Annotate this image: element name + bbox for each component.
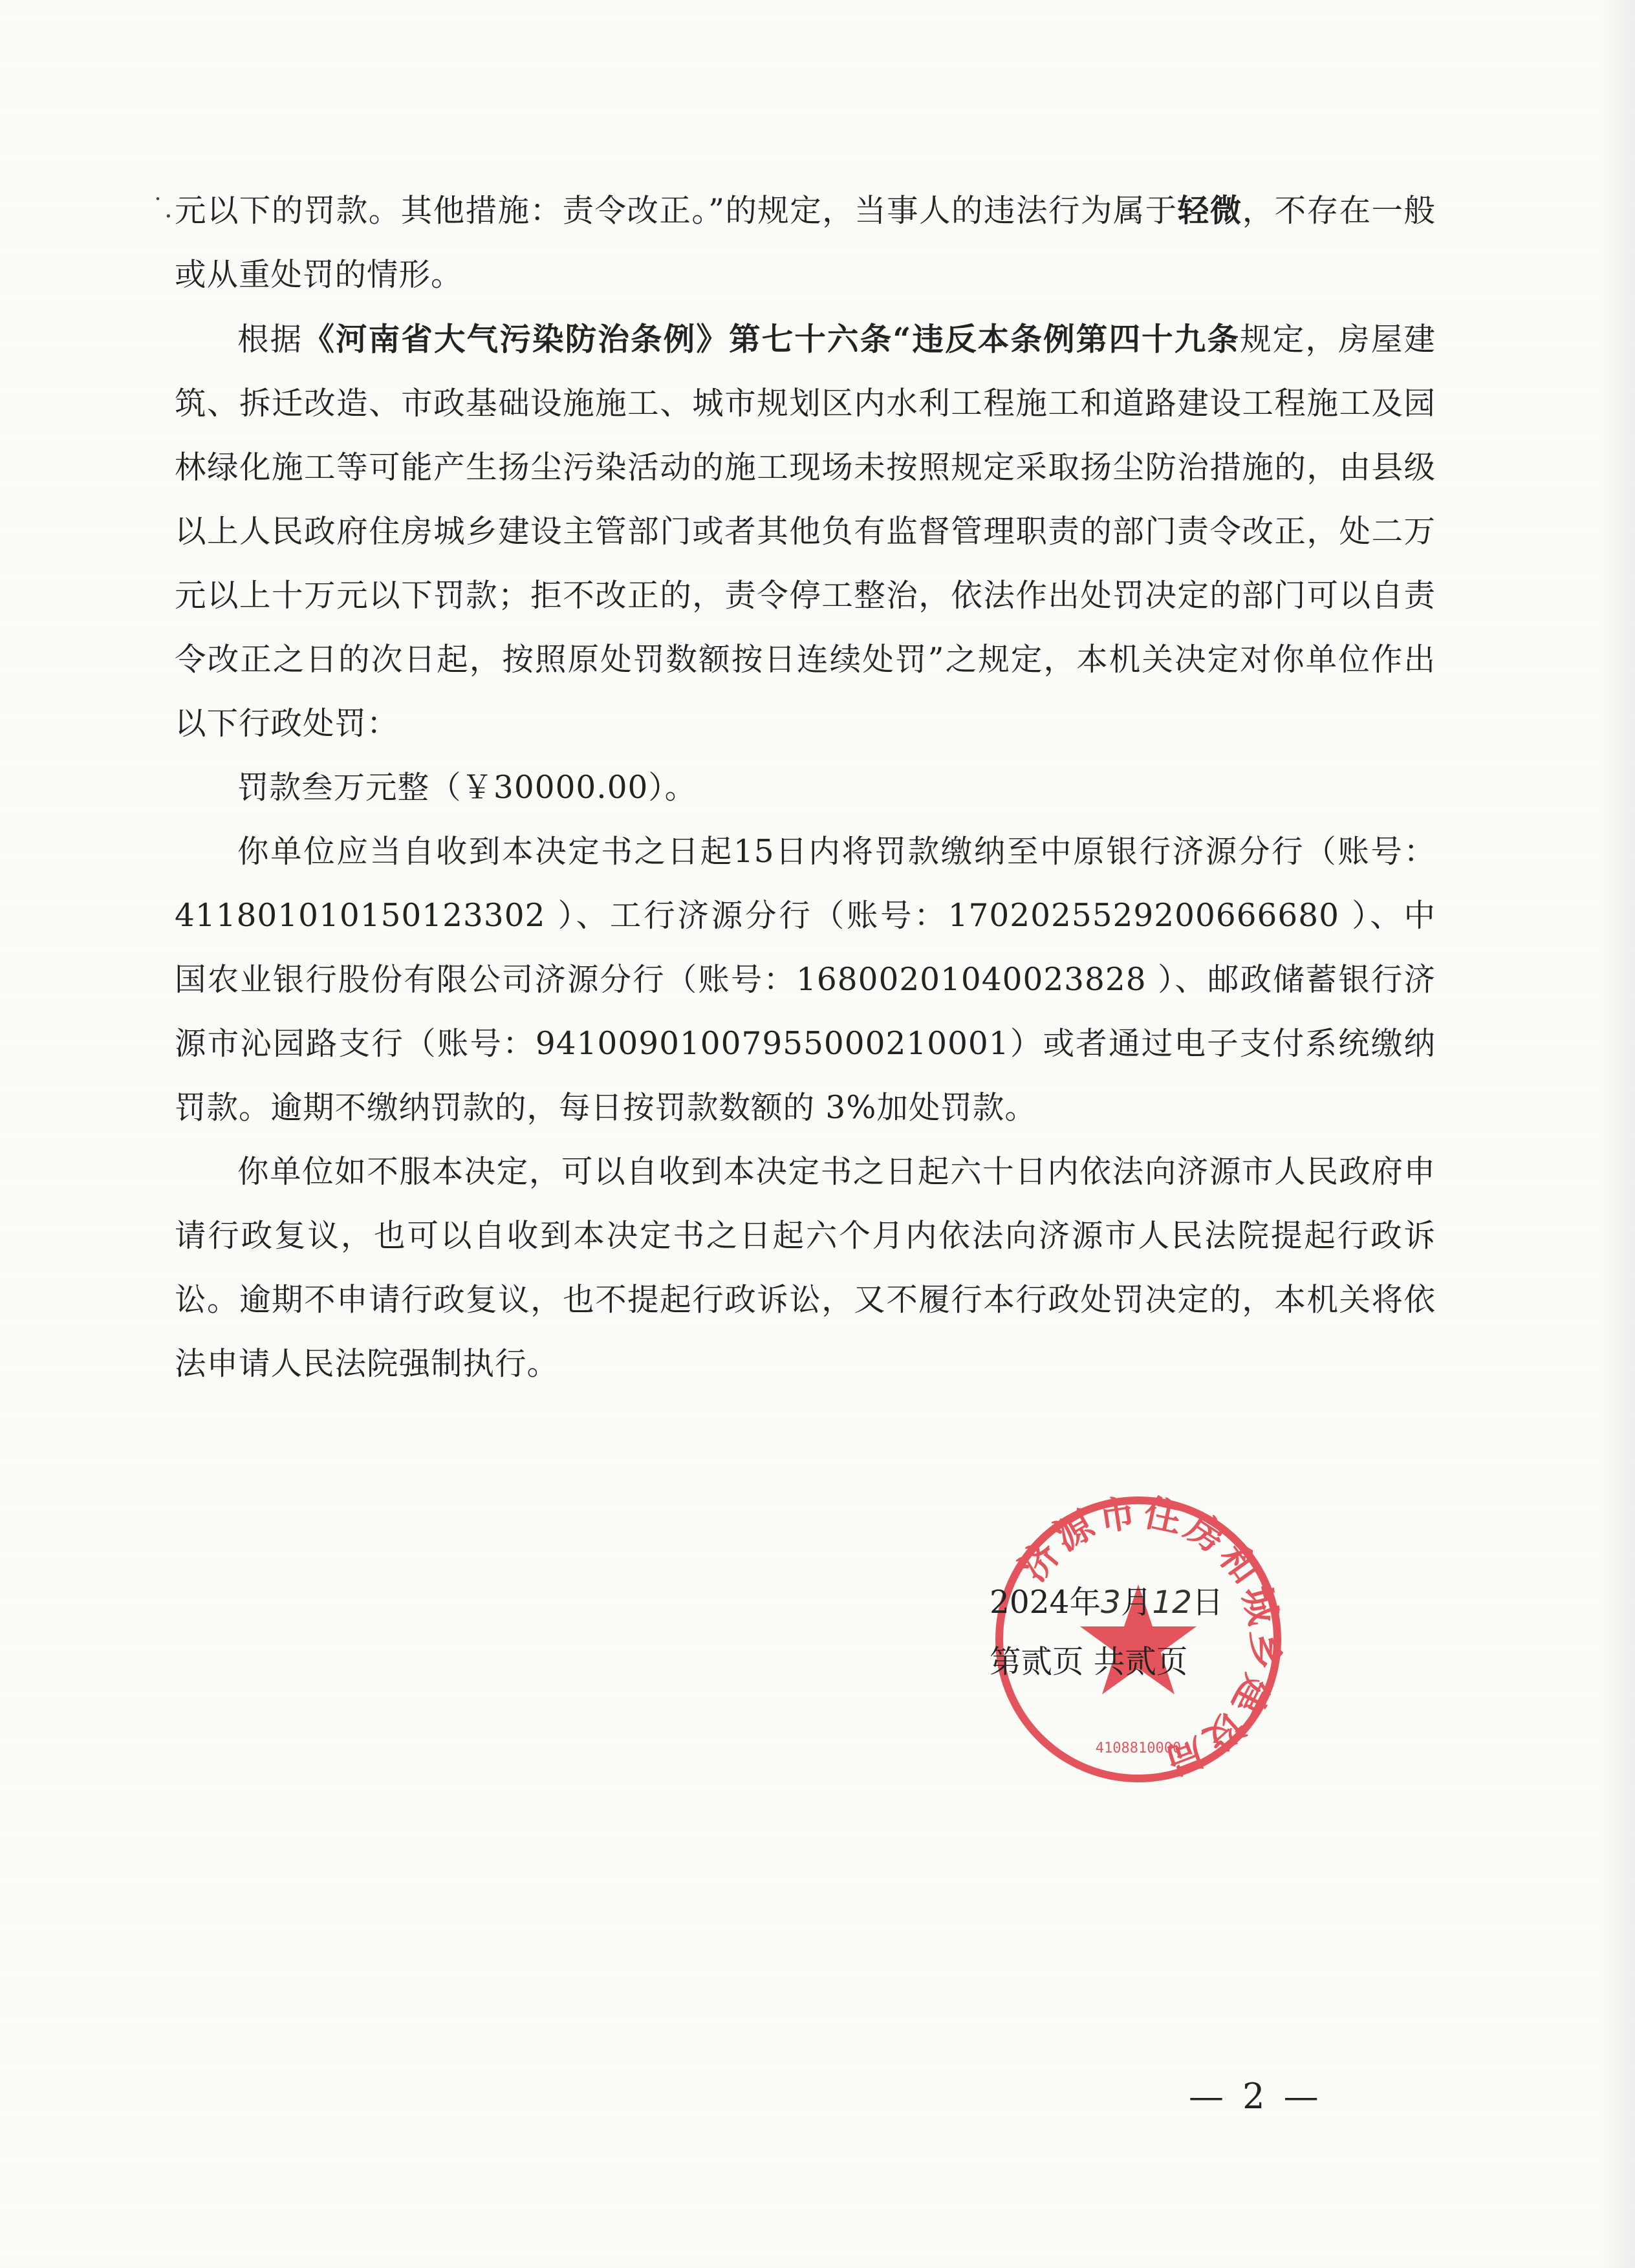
signature-date [990, 1571, 1224, 1634]
date-day: 12 [1152, 1584, 1193, 1621]
paragraph-2-text-a: 根据 [237, 321, 303, 358]
page-count: 第贰页 共贰页 [990, 1644, 1188, 1680]
paragraph-1-text-a: 元以下的罚款。其他措施：责令改正。”的规定，当事人的违法行为属于 [175, 193, 1178, 229]
date-day-suffix: 日 [1192, 1584, 1224, 1621]
document-body [175, 178, 1436, 1396]
margin-mark: ˙. [151, 194, 173, 224]
paragraph-1 [175, 178, 1436, 307]
paragraph-4-text: 你单位应当自收到本决定书之日起15日内将罚款缴纳至中原银行济源分行（账号：411801010150123302 ）、工行济源分行（账号：1702025529200666680 ）、中国农业银行股份有限公司济源分行（账号：16800201040023828 ）、邮政储蓄银行济源市沁园路支行（账号：941009010079550002100​01）或者通过电子支付系统缴纳罚款。逾期不缴纳罚款的，每日按罚款数额的 3%加处罚款。 [175, 834, 1436, 1126]
date-year-suffix: 年 [1069, 1584, 1101, 1621]
paragraph-2-text-bold: 《河南省大气污染防治条例》第七十六条“违反本条例第四十九条 [303, 321, 1240, 358]
seal-serial: 4108810000 [1095, 1740, 1182, 1756]
paragraph-4 [175, 820, 1436, 1140]
paragraph-1-text-bold: 轻微 [1177, 192, 1242, 229]
date-month: 3 [1100, 1584, 1121, 1621]
paragraph-1-text-b: ，不存在一般或从重处罚的情形。 [175, 193, 1436, 293]
page-number: — 2 — [1189, 2076, 1323, 2117]
date-year: 2024 [990, 1584, 1070, 1621]
paragraph-2-text-b: 规定，房屋建筑、拆迁改造、市政基础设施施工、城市规划区内水利工程施工和道路建设工程施工及园林绿化施工等可能产生扬尘污染活动的施工现场未按照规定采取扬尘防治措施的，由县级以上人民政府住房城乡建设主管部门或者其他负有监督管理职责的部门责令改正，处二万元以上十万元以下罚款；拒不改正的，责令停工整治，依法作出处罚决定的部门可以自责令改正之日的次日起，按照原处罚数额按日连续处罚”之规定，本机关决定对你单位作出以下行政处罚： [175, 321, 1436, 742]
date-month-suffix: 月 [1120, 1584, 1153, 1621]
paragraph-5-text: 你单位如不服本决定，可以自收到本决定书之日起六十日内依法向济源市人民政府申请行政复议，也可以自收到本决定书之日起六个月内依法向济源市人民法院提起行政诉讼。逾期不申请行政复议，也不提起行政诉讼，又不履行本行政处罚决定的，本机关将依法申请人民法院强制执行。 [175, 1154, 1436, 1382]
paragraph-3-text: 罚款叁万元整（￥30000.00）。 [237, 770, 697, 806]
paper-edge-shadow [1596, 0, 1635, 2268]
paragraph-2 [175, 307, 1436, 756]
seal-arc-text: 济源市住房和城乡建设局 [1010, 1489, 1288, 1786]
paragraph-5 [175, 1140, 1436, 1396]
paragraph-3 [175, 756, 1436, 820]
